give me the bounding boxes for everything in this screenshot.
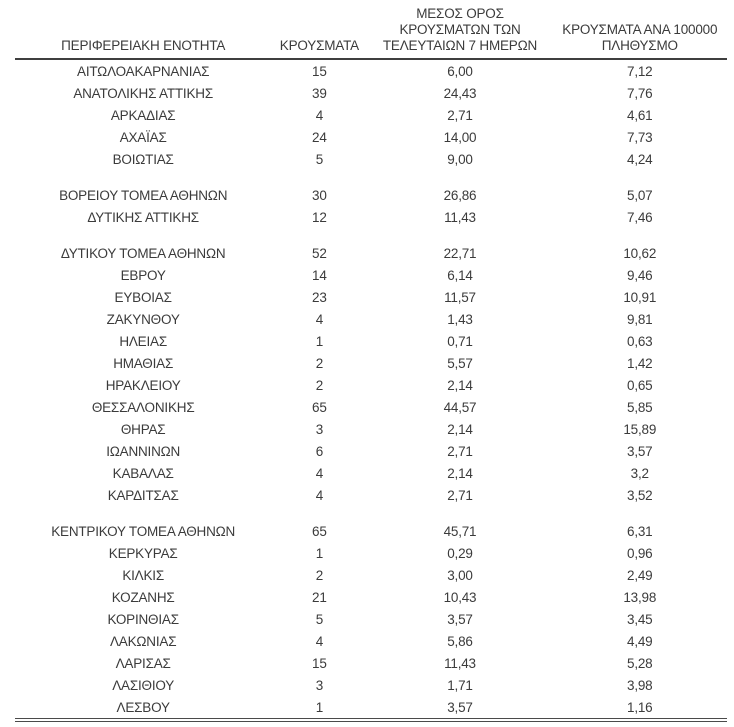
cases-cell: 52 (312, 245, 327, 261)
per100k-cell: 1,42 (627, 355, 653, 371)
per100k-cell: 7,76 (627, 85, 653, 101)
region-cell: ΙΩΑΝΝΙΝΩΝ (106, 443, 181, 459)
region-cell: ΔΥΤΙΚΟΥ ΤΟΜΕΑ ΑΘΗΝΩΝ (60, 245, 226, 261)
avg7-cell: 22,71 (443, 245, 477, 261)
region-cell: ΒΟΡΕΙΟΥ ΤΟΜΕΑ ΑΘΗΝΩΝ (59, 187, 228, 203)
cases-cell: 24 (312, 129, 327, 145)
regional-cases-table (15, 6, 727, 722)
table-row (15, 396, 727, 418)
table-row (15, 520, 727, 542)
per100k-cell: 0,65 (627, 377, 653, 393)
header-line: ΠΕΡΙΦΕΡΕΙΑΚΗ ΕΝΟΤΗΤΑ (61, 38, 226, 53)
table-row (15, 126, 727, 148)
col-header-per-100000 (553, 6, 727, 59)
per100k-cell: 9,81 (627, 311, 653, 327)
avg7-cell: 11,57 (444, 289, 476, 305)
avg7-cell: 2,14 (447, 377, 473, 393)
table-row (15, 308, 727, 330)
cases-cell: 39 (312, 85, 327, 101)
avg7-cell: 11,43 (444, 209, 476, 225)
spacer-cell (15, 228, 727, 242)
table-row (15, 104, 727, 126)
region-cell: ΒΟΙΩΤΙΑΣ (112, 151, 174, 167)
cases-cell: 4 (315, 107, 324, 123)
region-cell: ΗΡΑΚΛΕΙΟΥ (105, 377, 181, 393)
avg7-cell: 5,86 (447, 633, 473, 649)
avg7-cell: 0,71 (447, 333, 473, 349)
region-cell: ΕΒΡΟΥ (120, 267, 166, 283)
region-cell: ΘΕΣΣΑΛΟΝΙΚΗΣ (91, 399, 195, 415)
header-row (15, 6, 727, 59)
group-spacer (15, 506, 727, 520)
avg7-cell: 2,14 (447, 421, 473, 437)
per100k-cell: 3,57 (627, 443, 653, 459)
avg7-cell: 10,43 (443, 589, 477, 605)
table-row (15, 330, 727, 352)
avg7-cell: 2,71 (447, 487, 473, 503)
region-cell: ΔΥΤΙΚΗΣ ΑΤΤΙΚΗΣ (87, 209, 199, 225)
table-row (15, 59, 727, 82)
col-header-cases (271, 6, 367, 59)
table-row (15, 542, 727, 564)
per100k-cell: 3,52 (627, 487, 653, 503)
header-line: ΚΡΟΥΣΜΑΤΑ (279, 38, 359, 53)
cases-cell: 1 (315, 545, 324, 561)
avg7-cell: 26,86 (443, 187, 477, 203)
cases-cell: 3 (315, 421, 324, 437)
region-cell: ΕΥΒΟΙΑΣ (114, 289, 172, 305)
cases-cell: 3 (315, 677, 324, 693)
table-row (15, 242, 727, 264)
avg7-cell: 6,14 (447, 267, 473, 283)
header-line: ΤΕΛΕΥΤΑΙΩΝ 7 ΗΜΕΡΩΝ (382, 38, 538, 53)
region-cell: ΚΑΡΔΙΤΣΑΣ (107, 487, 179, 503)
cases-cell: 4 (315, 311, 324, 327)
per100k-cell: 2,49 (627, 567, 653, 583)
region-cell: ΛΑΚΩΝΙΑΣ (109, 633, 177, 649)
avg7-cell: 9,00 (447, 151, 473, 167)
avg7-cell: 3,57 (447, 699, 473, 715)
avg7-cell: 3,00 (447, 567, 473, 583)
avg7-cell: 45,71 (443, 523, 477, 539)
region-cell: ΚΕΡΚΥΡΑΣ (108, 545, 178, 561)
cases-cell: 14 (312, 267, 327, 283)
region-cell: ΗΜΑΘΙΑΣ (113, 355, 174, 371)
table-row (15, 608, 727, 630)
avg7-cell: 14,00 (443, 129, 477, 145)
table-row (15, 374, 727, 396)
per100k-cell: 4,49 (627, 633, 653, 649)
per100k-cell: 3,45 (627, 611, 653, 627)
cases-cell: 6 (315, 443, 324, 459)
region-cell: ΚΙΛΚΙΣ (122, 567, 164, 583)
region-cell: ΑΝΑΤΟΛΙΚΗΣ ΑΤΤΙΚΗΣ (73, 85, 213, 101)
table-row (15, 184, 727, 206)
table-row (15, 586, 727, 608)
cases-cell: 30 (312, 187, 327, 203)
region-cell: ΚΑΒΑΛΑΣ (112, 465, 174, 481)
avg7-cell: 2,71 (447, 443, 473, 459)
cases-cell: 2 (315, 377, 324, 393)
header-line: ΠΛΗΘΥΣΜΟ (601, 38, 678, 53)
per100k-cell: 4,61 (627, 107, 653, 123)
region-cell: ΛΑΣΙΘΙΟΥ (112, 677, 175, 693)
region-cell: ΖΑΚΥΝΘΟΥ (106, 311, 180, 327)
per100k-cell: 3,98 (627, 677, 653, 693)
region-cell: ΚΟΖΑΝΗΣ (111, 589, 175, 605)
per100k-cell: 10,62 (623, 245, 657, 261)
table-row (15, 440, 727, 462)
cases-cell: 2 (315, 567, 324, 583)
table-row (15, 286, 727, 308)
cases-cell: 4 (315, 465, 324, 481)
table-row (15, 674, 727, 696)
avg7-cell: 1,43 (447, 311, 473, 327)
per100k-cell: 7,12 (627, 63, 653, 79)
table-row (15, 82, 727, 104)
table-row (15, 148, 727, 170)
region-cell: ΗΛΕΙΑΣ (119, 333, 167, 349)
region-cell: ΑΙΤΩΛΟΑΚΑΡΝΑΝΙΑΣ (77, 63, 210, 79)
per100k-cell: 7,73 (627, 129, 653, 145)
col-header-7day-average (367, 6, 552, 59)
avg7-cell: 11,43 (444, 655, 476, 671)
per100k-cell: 7,46 (627, 209, 653, 225)
table-row (15, 564, 727, 586)
per100k-cell: 6,31 (627, 523, 653, 539)
per100k-cell: 4,24 (627, 151, 653, 167)
col-header-regional-unit (15, 6, 271, 59)
region-cell: ΚΕΝΤΡΙΚΟΥ ΤΟΜΕΑ ΑΘΗΝΩΝ (51, 523, 236, 539)
spacer-cell (15, 170, 727, 184)
per100k-cell: 10,91 (623, 289, 657, 305)
table-row (15, 630, 727, 652)
table-row (15, 696, 727, 720)
table-row (15, 352, 727, 374)
per100k-cell: 0,63 (627, 333, 653, 349)
per100k-cell: 3,2 (630, 465, 649, 481)
cases-cell: 1 (315, 699, 324, 715)
avg7-cell: 1,71 (447, 677, 473, 693)
region-cell: ΛΑΡΙΣΑΣ (115, 655, 171, 671)
table-row (15, 264, 727, 286)
cases-cell: 65 (312, 523, 327, 539)
cases-cell: 15 (312, 655, 327, 671)
cases-cell: 4 (315, 633, 324, 649)
per100k-cell: 9,46 (627, 267, 653, 283)
table-body (15, 59, 727, 720)
table-row (15, 462, 727, 484)
spacer-cell (15, 506, 727, 520)
region-cell: ΑΧΑΪΑΣ (119, 129, 167, 145)
avg7-cell: 3,57 (447, 611, 473, 627)
cases-cell: 5 (315, 611, 324, 627)
avg7-cell: 5,57 (447, 355, 473, 371)
table-header (15, 6, 727, 59)
group-spacer (15, 170, 727, 184)
group-spacer (15, 228, 727, 242)
header-line: ΚΡΟΥΣΜΑΤΑ ΑΝΑ 100000 (562, 22, 718, 37)
cases-cell: 12 (312, 209, 327, 225)
header-line: ΚΡΟΥΣΜΑΤΩΝ ΤΩΝ (399, 22, 521, 37)
per100k-cell: 5,28 (627, 655, 653, 671)
table-row (15, 418, 727, 440)
cases-cell: 4 (315, 487, 324, 503)
cases-cell: 23 (312, 289, 327, 305)
per100k-cell: 5,85 (627, 399, 653, 415)
region-cell: ΛΕΣΒΟΥ (116, 699, 170, 715)
region-cell: ΑΡΚΑΔΙΑΣ (110, 107, 176, 123)
per100k-cell: 15,89 (623, 421, 657, 437)
cases-cell: 15 (312, 63, 327, 79)
region-cell: ΘΗΡΑΣ (120, 421, 166, 437)
cases-cell: 1 (315, 333, 324, 349)
header-line: ΜΕΣΟΣ ΟΡΟΣ (416, 6, 504, 21)
per100k-cell: 5,07 (627, 187, 653, 203)
per100k-cell: 1,16 (627, 699, 653, 715)
table-row (15, 206, 727, 228)
table-row (15, 484, 727, 506)
avg7-cell: 2,71 (447, 107, 473, 123)
table-row (15, 652, 727, 674)
cases-cell: 21 (312, 589, 327, 605)
region-cell: ΚΟΡΙΝΘΙΑΣ (107, 611, 179, 627)
avg7-cell: 44,57 (443, 399, 477, 415)
avg7-cell: 6,00 (447, 63, 473, 79)
cases-cell: 65 (312, 399, 327, 415)
per100k-cell: 13,98 (623, 589, 657, 605)
cases-cell: 5 (315, 151, 324, 167)
avg7-cell: 24,43 (443, 85, 477, 101)
cases-cell: 2 (315, 355, 324, 371)
per100k-cell: 0,96 (627, 545, 653, 561)
avg7-cell: 0,29 (447, 545, 473, 561)
avg7-cell: 2,14 (447, 465, 473, 481)
